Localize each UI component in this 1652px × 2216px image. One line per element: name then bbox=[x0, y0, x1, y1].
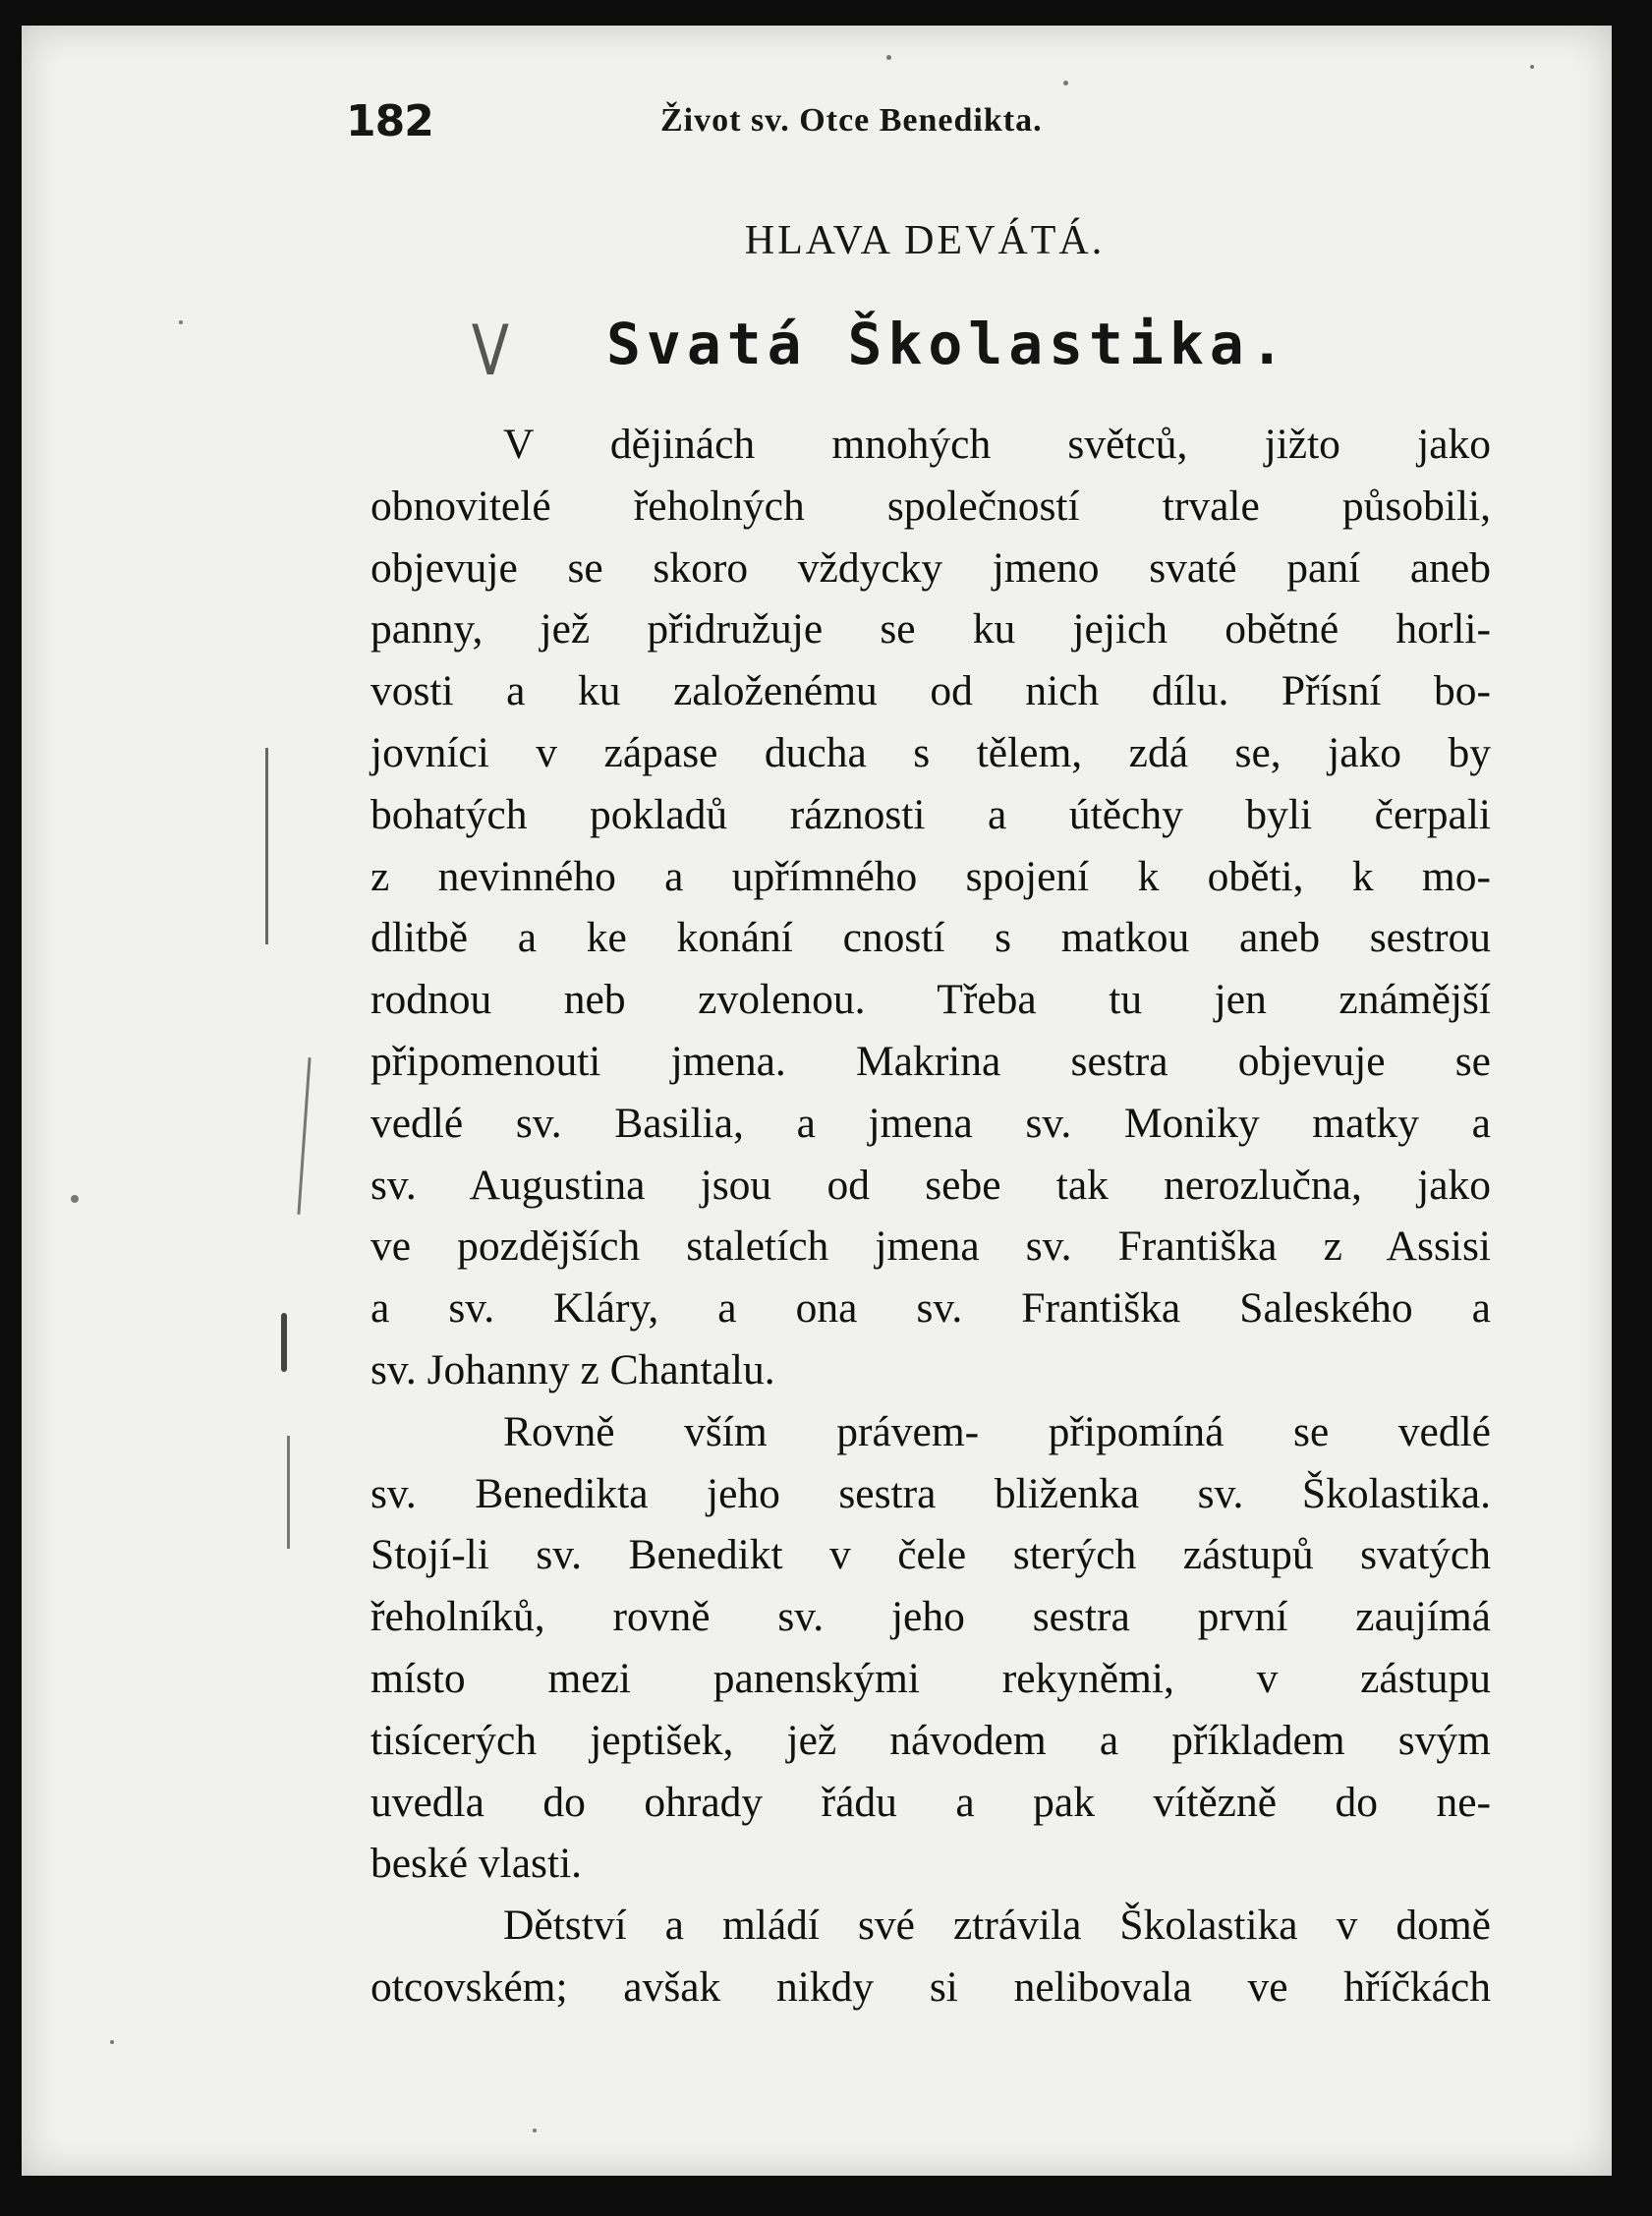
pencil-margin-mark: V bbox=[471, 311, 510, 391]
text-line: tisícerých jeptišek, jež návodem a příkladem svým bbox=[370, 1716, 1491, 1764]
text-line: řeholníků, rovně sv. jeho sestra první zaujímá bbox=[370, 1593, 1491, 1641]
text-line: a sv. Kláry, a ona sv. Františka Saleského a bbox=[370, 1284, 1491, 1333]
text-line: sv. Augustina jsou od sebe tak nerozlučna, jako bbox=[370, 1161, 1491, 1209]
running-header bbox=[22, 96, 1612, 155]
text-line: sv. Johanny z Chantalu. bbox=[370, 1345, 775, 1393]
text-line: z nevinného a upřímného spojení k oběti, k mo- bbox=[370, 852, 1491, 900]
scan-speck bbox=[886, 55, 891, 60]
scan-speck bbox=[179, 320, 183, 324]
text-line: dlitbě a ke konání cností s matkou aneb sestrou bbox=[370, 914, 1491, 962]
book-page bbox=[22, 26, 1612, 2176]
text-line: vosti a ku založenému od nich dílu. Přísní bo- bbox=[370, 667, 1491, 715]
margin-pencil-stroke bbox=[297, 1057, 311, 1215]
scan-speck bbox=[1063, 81, 1068, 85]
running-title: Život sv. Otce Benedikta. bbox=[660, 102, 1043, 139]
scan-speck bbox=[1530, 65, 1534, 69]
text-line: Dětství a mládí své ztrávila Školastika v domě bbox=[503, 1902, 1491, 1950]
text-line: rodnou neb zvolenou. Třeba tu jen známější bbox=[370, 976, 1491, 1024]
scan-speck bbox=[533, 2129, 537, 2132]
text-line: sv. Benedikta jeho sestra bliženka sv. Školastika. bbox=[370, 1469, 1491, 1517]
chapter-heading: HLAVA DEVÁTÁ. bbox=[744, 218, 1106, 263]
margin-pencil-stroke bbox=[287, 1436, 290, 1549]
text-line: Rovně vším právem- připomíná se vedlé bbox=[503, 1407, 1491, 1455]
text-line: vedlé sv. Basilia, a jmena sv. Moniky matky a bbox=[370, 1099, 1491, 1147]
text-line: obnovitelé řeholných společností trvale působili, bbox=[370, 482, 1491, 530]
text-line: bohatých pokladů ráznosti a útěchy byli čerpali bbox=[370, 790, 1491, 838]
text-line: panny, jež přidružuje se ku jejich obětné horli- bbox=[370, 605, 1491, 653]
scan-speck bbox=[110, 2040, 114, 2044]
page-number: 182 bbox=[346, 96, 433, 146]
body-text bbox=[370, 414, 1491, 2018]
scan-speck bbox=[71, 1195, 79, 1203]
text-line: uvedla do ohrady řádu a pak vítězně do ne- bbox=[370, 1778, 1491, 1826]
text-line: V dějinách mnohých světců, jižto jako bbox=[503, 421, 1491, 468]
text-line: připomenouti jmena. Makrina sestra objevuje se bbox=[370, 1037, 1491, 1085]
text-line: objevuje se skoro vždycky jmeno svaté paní aneb bbox=[370, 543, 1491, 592]
text-line: místo mezi panenskými rekyněmi, v zástupu bbox=[370, 1654, 1491, 1702]
chapter-title: Svatá Školastika. bbox=[606, 311, 1290, 377]
margin-pencil-stroke bbox=[281, 1313, 287, 1372]
text-line: beské vlasti. bbox=[370, 1840, 583, 1888]
text-line: jovníci v zápase ducha s tělem, zdá se, jako by bbox=[370, 728, 1491, 776]
margin-pencil-stroke bbox=[265, 748, 268, 944]
text-line: Stojí-li sv. Benedikt v čele sterých zástupů svatých bbox=[370, 1531, 1491, 1579]
text-line: otcovském; avšak nikdy si nelibovala ve hříčkách bbox=[370, 1962, 1491, 2011]
text-line: ve pozdějších staletích jmena sv. Františka z Assisi bbox=[370, 1222, 1491, 1271]
